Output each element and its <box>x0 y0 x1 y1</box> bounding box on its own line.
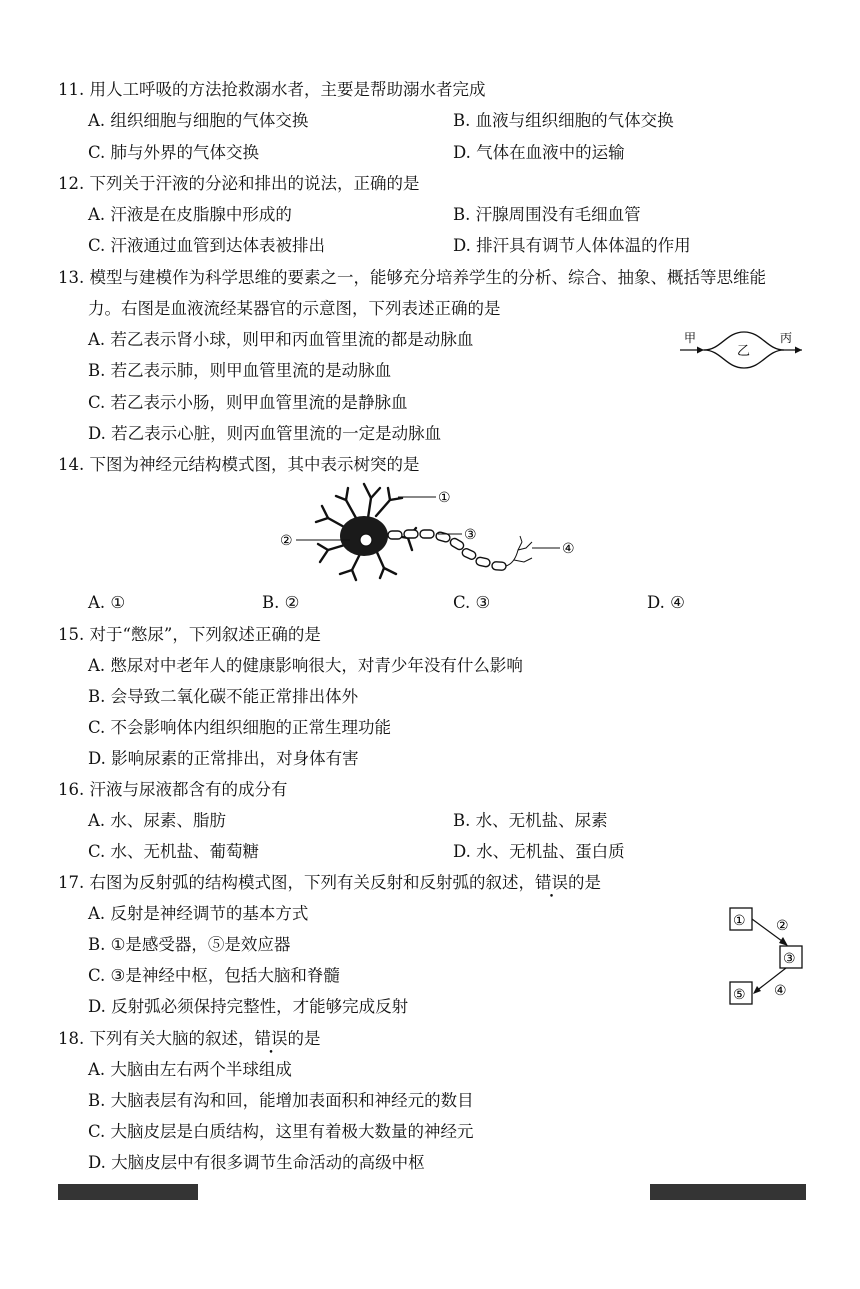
q18-stem <box>58 1028 321 1050</box>
q16-stem: 16. 汗液与尿液都含有的成分有 <box>58 780 288 799</box>
neuron-diagram <box>276 478 586 586</box>
label-2: ② <box>280 533 293 549</box>
q18-stem-pre: 18. 下列有关大脑的叙述， <box>58 1029 255 1048</box>
footer-right-mark <box>650 1184 806 1200</box>
q12-option-d: D. 排汗具有调节人体体温的作用 <box>453 236 691 255</box>
q15-stem: 15. 对于“憋尿”，下列叙述正确的是 <box>58 625 321 644</box>
label-4: ④ <box>562 541 575 557</box>
vessel-jia-label: 甲 <box>684 331 697 345</box>
node-1-label: ① <box>733 913 746 929</box>
q12-option-a: A. 汗液是在皮脂腺中形成的 <box>88 205 292 224</box>
q18-stem-post: 的是 <box>287 1029 321 1048</box>
q11-option-c: C. 肺与外界的气体交换 <box>88 143 260 162</box>
node-4-label: ④ <box>774 983 787 999</box>
q12-option-c: C. 汗液通过血管到达体表被排出 <box>88 236 326 255</box>
organ-yi-label: 乙 <box>737 344 751 359</box>
q17-stem-pre: 17. 右图为反射弧的结构模式图，下列有关反射和反射弧的叙述， <box>58 873 535 892</box>
q17-stem <box>58 872 601 894</box>
axon-terminal <box>506 536 532 566</box>
nucleus <box>360 534 372 546</box>
q18-stem-emphasis: 错误 <box>254 1029 288 1048</box>
q14-option-b: B. ② <box>262 593 300 612</box>
footer-left-mark <box>58 1184 198 1200</box>
q17-stem-post: 的是 <box>568 873 601 892</box>
node-5-label: ⑤ <box>733 987 746 1003</box>
q18-option-b: B. 大脑表层有沟和回，能增加表面积和神经元的数目 <box>88 1091 474 1110</box>
node-3-label: ③ <box>783 951 796 967</box>
q17-stem-emphasis: 错误 <box>535 873 568 892</box>
q18-option-a: A. 大脑由左右两个半球组成 <box>88 1060 292 1079</box>
q13-option-d: D. 若乙表示心脏，则丙血管里流的一定是动脉血 <box>88 424 442 443</box>
q15-option-b: B. 会导致二氧化碳不能正常排出体外 <box>88 687 359 706</box>
q16-option-b: B. 水、无机盐、尿素 <box>453 811 608 830</box>
blood-flow-diagram <box>676 322 806 374</box>
node-2-label: ② <box>776 918 789 934</box>
q11-option-d: D. 气体在血液中的运输 <box>453 143 625 162</box>
q15-option-c: C. 不会影响体内组织细胞的正常生理功能 <box>88 718 392 737</box>
q13-stem-line1: 13. 模型与建模作为科学思维的要素之一，能够充分培养学生的分析、综合、抽象、概括等思维能 <box>58 268 766 287</box>
q11-option-b: B. 血液与组织细胞的气体交换 <box>453 111 674 130</box>
q14-stem: 14. 下图为神经元结构模式图，其中表示树突的是 <box>58 455 420 474</box>
q16-option-a: A. 水、尿素、脂肪 <box>88 811 226 830</box>
reflex-arc-diagram <box>722 900 814 1012</box>
q13-option-c: C. 若乙表示小肠，则甲血管里流的是静脉血 <box>88 393 408 412</box>
q15-option-d: D. 影响尿素的正常排出，对身体有害 <box>88 749 359 768</box>
q13-option-b: B. 若乙表示肺，则甲血管里流的是动脉血 <box>88 361 392 380</box>
q17-option-d: D. 反射弧必须保持完整性，才能够完成反射 <box>88 997 409 1016</box>
label-1: ① <box>438 490 451 506</box>
q17-option-a: A. 反射是神经调节的基本方式 <box>88 904 309 923</box>
label-3: ③ <box>464 527 477 543</box>
q14-option-d: D. ④ <box>647 593 685 612</box>
q16-option-d: D. 水、无机盐、蛋白质 <box>453 842 625 861</box>
q18-option-d: D. 大脑皮层中有很多调节生命活动的高级中枢 <box>88 1153 425 1172</box>
q11-option-a: A. 组织细胞与细胞的气体交换 <box>88 111 309 130</box>
vessel-bing-label: 丙 <box>780 331 793 345</box>
q15-option-a: A. 憋尿对中老年人的健康影响很大，对青少年没有什么影响 <box>88 656 523 675</box>
q17-option-b: B. ①是感受器，⑤是效应器 <box>88 935 291 954</box>
q13-stem-line2: 力。右图是血液流经某器官的示意图，下列表述正确的是 <box>88 299 501 318</box>
q14-option-c: C. ③ <box>453 593 491 612</box>
q12-option-b: B. 汗腺周围没有毛细血管 <box>453 205 641 224</box>
q13-option-a: A. 若乙表示肾小球，则甲和丙血管里流的都是动脉血 <box>88 330 474 349</box>
axon-myelin <box>388 530 506 570</box>
q16-option-c: C. 水、无机盐、葡萄糖 <box>88 842 260 861</box>
q11-stem: 11. 用人工呼吸的方法抢救溺水者，主要是帮助溺水者完成 <box>58 80 486 99</box>
q14-option-a: A. ① <box>88 593 126 612</box>
q17-option-c: C. ③是神经中枢，包括大脑和脊髓 <box>88 966 340 985</box>
q12-stem: 12. 下列关于汗液的分泌和排出的说法，正确的是 <box>58 174 420 193</box>
q18-option-c: C. 大脑皮层是白质结构，这里有着极大数量的神经元 <box>88 1122 474 1141</box>
